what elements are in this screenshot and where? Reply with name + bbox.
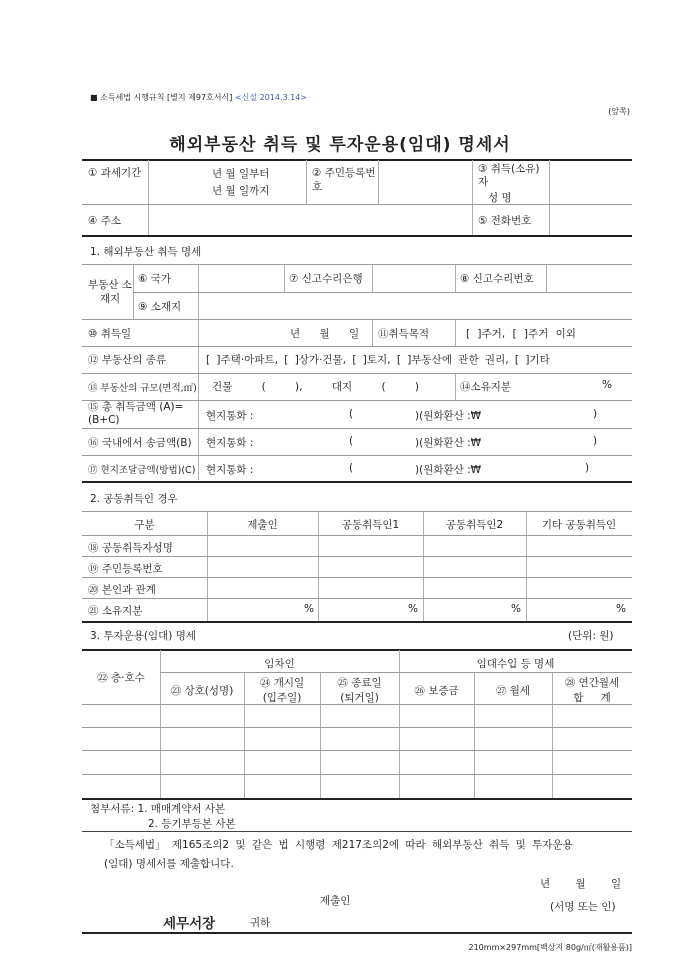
statement-line2: (임대) 명세서를 제출합니다. [104,858,234,870]
statement-line1: 「소득세법」 제165조의2 및 같은 법 시행령 제217조의2에 따라 해외부동산 취득 및 투자운용 [104,839,573,851]
s2-pct-1: % [304,603,314,615]
resident-no-label: ② 주민등록번호 [312,167,376,193]
size-value: 건물 ( ), 대지 ( ) [212,381,419,393]
tax-period-to: 년 월 일까지 [212,185,270,197]
acq-date-value: 년 월 일 [290,328,360,340]
section2-title: 2. 공동취득인 경우 [90,493,178,505]
total-amount-label: ⑮ 총 취득금액 (A)=(B+C) [88,401,184,426]
tax-period-from: 년 월 일부터 [212,168,270,180]
total-paren-close: ) [593,408,598,420]
local-won: )(원화환산 :₩ [415,464,482,476]
bank-label: ⑦ 신고수리은행 [289,273,363,285]
domestic-paren-close: ) [593,435,598,447]
s2-header-other: 기타 공동취득인 [541,519,617,531]
s2-header-submitter: 제출인 [247,519,278,531]
acquirer-label: ③ 취득(소유)자 [478,163,540,188]
local-paren-open: ( [349,462,354,474]
form-date: <신설 2014.3.14> [234,93,308,102]
purpose-options: [ ]주거, [ ]주거 이외 [466,328,576,340]
s2-header-kind: 구분 [134,519,155,531]
honorific-label: 귀하 [250,917,271,929]
s2-row-ownership: ㉑ 소유지분 [88,605,143,617]
ownership-pct: % [602,379,612,391]
start-label: ㉔ 개시일 [259,677,305,689]
kind-label: ⑫ 부동산의 종류 [88,354,167,366]
submitter-label: 제출인 [320,895,351,907]
kind-options: [ ]주택·아파트, [ ]상가·건물, [ ]토지, [ ]부동산에 관한 권리, [ ]기타 [206,354,550,366]
total-paren-open: ( [349,408,354,420]
lessee-label: 임차인 [264,658,295,670]
end-label: ㉕ 종료일 [337,677,382,689]
domestic-paren-open: ( [349,435,354,447]
attachments-label: 첨부서류: 1. 매매계약서 사본 [90,803,226,815]
acq-date-label: ⑩ 취득일 [88,328,132,340]
purpose-label: ⑪취득목적 [378,328,430,340]
annual-sub-label: 합 계 [573,692,611,704]
s2-header-co2: 공동취득인2 [445,519,504,531]
annual-label: ㉘ 연간월세 [564,677,620,689]
income-label: 임대수입 등 명세 [476,658,555,670]
deposit-label: ㉖ 보증금 [414,685,459,697]
local-currency: 현지통화 : [206,464,254,476]
country-label: ⑥ 국가 [138,273,172,285]
total-won: )(원화환산 :₩ [415,410,482,422]
tax-office-label: 세무서장 [163,916,216,932]
section3-unit: (단위: 원) [568,630,614,642]
paper-spec: 210mm×297mm[백상지 80g/㎡(재활용품)] [468,943,632,952]
domestic-won: )(원화환산 :₩ [415,437,482,449]
address-label: ④ 주소 [88,215,122,227]
s2-pct-4: % [616,603,626,615]
page-side: (앞쪽) [608,107,630,116]
size-label: ⑬ 부동산의 규모(면적,㎡) [88,383,197,394]
tax-period-label: ① 과세기간 [88,167,142,179]
s2-pct-3: % [511,603,521,615]
ownership-label: ⑭소유지분 [460,381,512,393]
form-reference [90,92,307,103]
phone-label: ⑤ 전화번호 [478,215,532,227]
domestic-currency: 현지통화 : [206,437,254,449]
s2-row-resident: ⑲ 주민등록번호 [88,563,163,575]
report-no-label: ⑧ 신고수리번호 [460,273,534,285]
s2-row-name: ⑱ 공동취득자성명 [88,542,173,554]
page-title: 해외부동산 취득 및 투자운용(임대) 명세서 [169,135,511,155]
s2-pct-2: % [408,603,418,615]
local-fund-label: ⑰ 현지조달금액(방법)(C) [88,465,196,476]
monthly-label: ㉗ 월세 [495,685,531,697]
section1-title: 1. 해외부동산 취득 명세 [90,246,202,258]
location-address-label: ⑨ 소재지 [138,301,182,313]
sign-label: (서명 또는 인) [550,901,616,913]
end-sub-label: (퇴거일) [340,692,379,704]
location-group-label: 부동산 소재지 [88,279,132,305]
floor-label: ㉒ 층·호수 [97,672,145,684]
domestic-label: ⑯ 국내에서 송금액(B) [88,437,192,449]
total-currency: 현지통화 : [206,410,254,422]
attachments-item2: 2. 등기부등본 사본 [148,818,236,830]
s2-row-relation: ⑳ 본인과 관계 [88,584,156,596]
company-label: ㉓ 상호(성명) [170,685,234,697]
local-paren-close: ) [585,462,590,474]
section3-title: 3. 투자운용(임대) 명세 [90,630,197,642]
start-sub-label: (입주일) [262,692,302,704]
acquirer-name-label: 성 명 [488,192,512,204]
form-reference-text: ■ 소득세법 시행규칙 [별지 제97호서식] [90,93,233,102]
s2-header-co1: 공동취득인1 [341,519,400,531]
statement-date: 년 월 일 [540,878,622,890]
